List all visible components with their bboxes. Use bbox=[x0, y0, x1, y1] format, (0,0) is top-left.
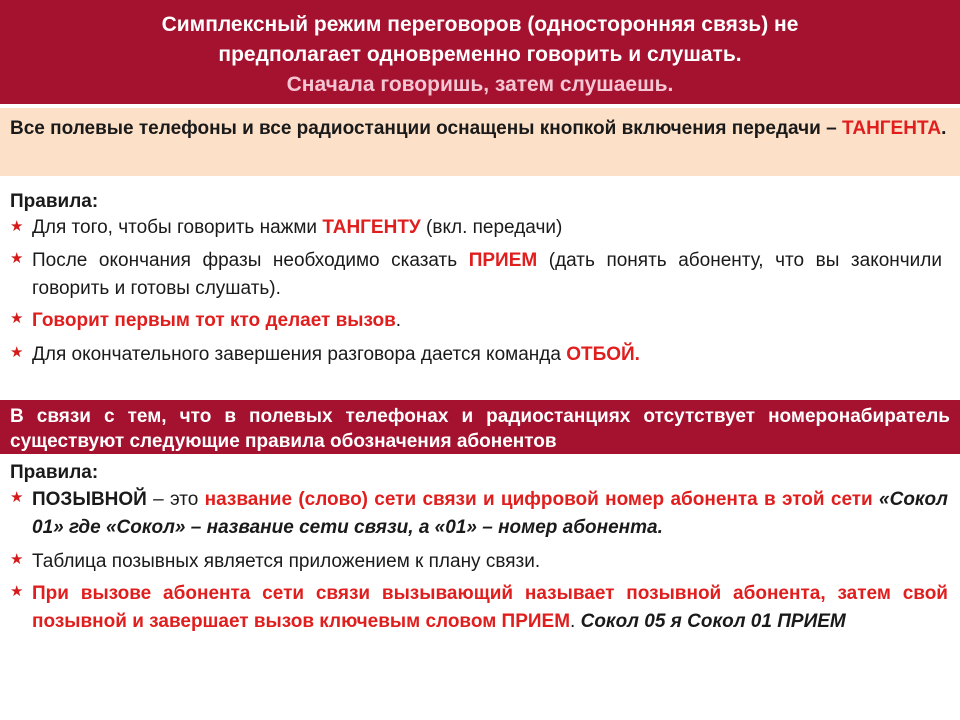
rule-keyword: ОТБОЙ. bbox=[566, 344, 640, 365]
star-icon: ★ bbox=[10, 551, 24, 568]
rule-text: Для окончательного завершения разговора дается команда bbox=[32, 344, 567, 365]
rule-text: (дать понять абоненту, что вы закончили говорить и готовы слушать). bbox=[32, 250, 942, 299]
title-line-2: предполагает одновременно говорить и слушать. bbox=[218, 43, 742, 66]
rule-keyword: При вызове абонента сети связи вызывающий называет позывной абонента, затем свой позывной и завершает вызов ключевым словом ПРИЕМ bbox=[32, 583, 948, 632]
rule-text: . bbox=[395, 310, 402, 331]
subscriber-rules-banner bbox=[0, 400, 960, 454]
rule-item-2 bbox=[10, 247, 950, 303]
subscriber-rules-text: В связи с тем, что в полевых телефонах и радиостанциях отсутствует номеронабиратель существуют следующие правила обозначения абонентов bbox=[10, 406, 950, 452]
star-icon: ★ bbox=[10, 344, 24, 361]
star-icon: ★ bbox=[10, 250, 24, 267]
rule-item-table bbox=[10, 548, 950, 576]
rule-keyword: Говорит первым тот кто делает вызов bbox=[32, 310, 396, 331]
tangent-info-box bbox=[0, 108, 960, 176]
title-line-1: Симплексный режим переговоров (односторонняя связь) не bbox=[161, 13, 799, 36]
rule-item-1 bbox=[10, 215, 950, 241]
rule-item-4 bbox=[10, 341, 950, 369]
tangent-info-end: . bbox=[941, 118, 947, 139]
rule-keyword: ТАНГЕНТУ bbox=[322, 217, 421, 238]
rule-item-3 bbox=[10, 307, 950, 335]
rules-title-1: Правила: bbox=[10, 191, 99, 212]
star-icon: ★ bbox=[10, 583, 24, 600]
title-line-3: Сначала говоришь, затем слушаешь. bbox=[286, 73, 674, 96]
tangent-keyword: ТАНГЕНТА bbox=[841, 118, 942, 139]
rule-item-calling bbox=[10, 580, 950, 636]
rule-keyword: ПРИЕМ bbox=[468, 250, 538, 271]
star-icon: ★ bbox=[10, 310, 24, 327]
tangent-info-text: Все полевые телефоны и все радиостанции оснащены кнопкой включения передачи – bbox=[10, 118, 842, 139]
callsign-example: «Сокол 01» где «Сокол» – название сети связи, а «01» – номер абонента. bbox=[32, 489, 948, 538]
rule-keyword: название (слово) сети связи и цифровой номер абонента в этой сети bbox=[204, 489, 873, 510]
rule-text: . bbox=[570, 611, 581, 632]
rules-title-2: Правила: bbox=[10, 462, 99, 483]
rule-text: – это bbox=[146, 489, 205, 510]
rule-text: Для того, чтобы говорить нажми bbox=[32, 217, 323, 238]
rules-section-1 bbox=[10, 189, 950, 369]
rule-item-callsign bbox=[10, 486, 950, 542]
rule-text: Таблица позывных является приложением к плану связи. bbox=[32, 551, 541, 572]
rule-text: (вкл. передачи) bbox=[420, 217, 563, 238]
rule-text: После окончания фразы необходимо сказать bbox=[32, 250, 469, 271]
calling-example: Сокол 05 я Сокол 01 ПРИЕМ bbox=[580, 611, 846, 632]
title-banner bbox=[0, 0, 960, 104]
star-icon: ★ bbox=[10, 489, 24, 506]
callsign-term: ПОЗЫВНОЙ bbox=[32, 489, 147, 510]
rules-section-2 bbox=[10, 460, 950, 636]
star-icon: ★ bbox=[10, 218, 24, 235]
